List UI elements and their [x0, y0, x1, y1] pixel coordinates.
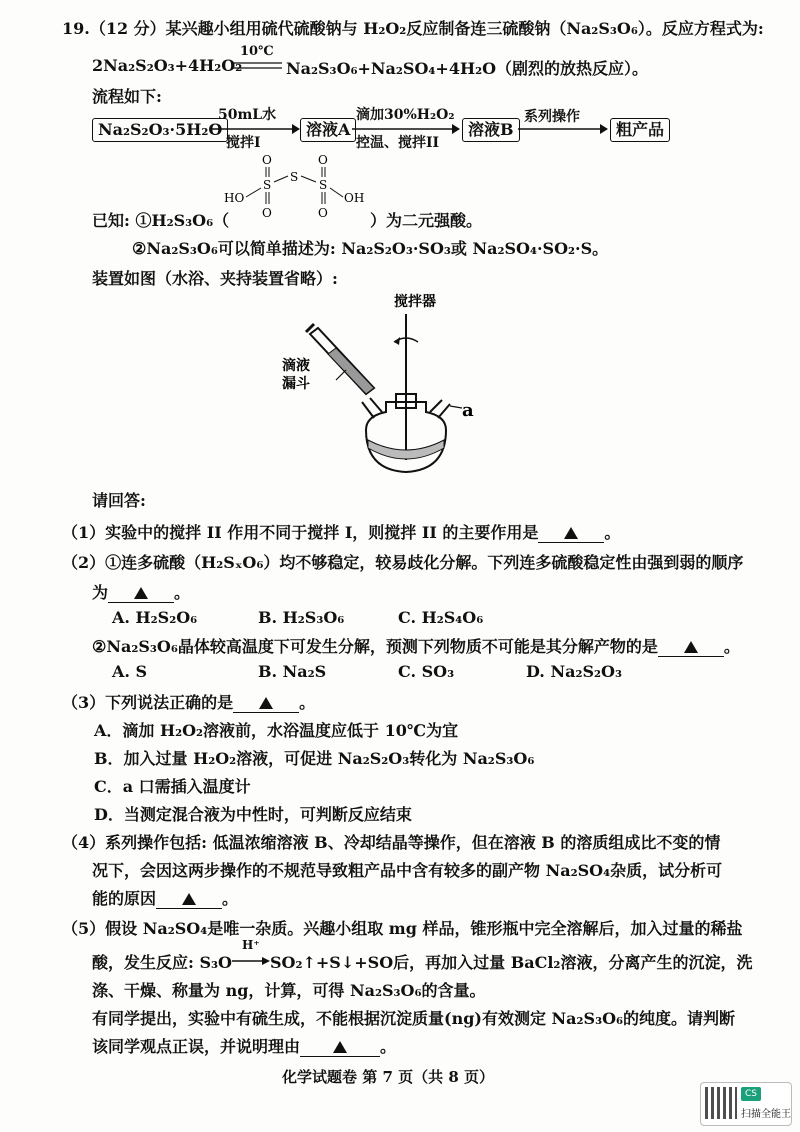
qr-code-icon — [705, 1087, 737, 1119]
flow-intro: 流程如下: — [92, 87, 162, 106]
p5-line2-rest: 后，再加入过量 BaCl₂溶液，分离产生的沉淀，洗 — [393, 953, 753, 972]
p2b-option-a: A. S — [112, 662, 148, 681]
please-answer: 请回答: — [92, 491, 146, 510]
flow-arrow-3 — [518, 123, 608, 135]
answer-blank-3[interactable] — [233, 694, 299, 713]
struct-s-right: S — [319, 178, 328, 192]
part-4-line1: （4）系列操作包括: 低温浓缩溶液 B、冷却结晶等操作，但在溶液 B 的溶质组成比不变的情 — [62, 833, 721, 852]
answer-blank-2b[interactable] — [658, 638, 724, 657]
struct-o-bottom-right: O — [318, 206, 328, 220]
part-1-text: （1）实验中的搅拌 II 作用不同于搅拌 I，则搅拌 II 的主要作用是 — [62, 523, 539, 542]
flow-step3-top: 系列操作 — [524, 109, 580, 125]
struct-oh: OH — [344, 191, 365, 205]
answer-blank-5[interactable] — [300, 1038, 380, 1057]
funnel-label-line2: 漏斗 — [282, 376, 310, 392]
part-4-line2: 况下，会因这两步操作的不规范导致粗产品中含有较多的副产物 Na₂SO₄杂质，试分析可 — [92, 861, 723, 880]
equation-condition: 10℃ — [240, 44, 274, 59]
p3-option-d: D．当测定混合液为中性时，可判断反应结束 — [94, 805, 412, 824]
part-5-end: 。 — [380, 1037, 397, 1056]
struct-s-middle: S — [290, 170, 299, 184]
part-3 — [62, 690, 315, 713]
flow-arrow-1 — [210, 123, 300, 135]
flow-step2-top: 滴加30%H₂O₂ — [356, 107, 455, 123]
struct-o-top-left: O — [262, 153, 272, 167]
flow-box-a: 溶液A — [300, 118, 356, 142]
question-header: 19.（12 分）某兴趣小组用硫代硫酸钠与 H₂O₂反应制备连三硫酸钠（Na₂S₃O₆）。反应方程式为: — [62, 19, 764, 38]
p5-reactant: 酸，发生反应: S₃O — [92, 953, 232, 972]
p3-option-c: C．a 口需插入温度计 — [94, 777, 251, 796]
answer-blank-2a[interactable] — [108, 584, 174, 603]
triangle-icon — [564, 527, 578, 539]
part-1 — [62, 520, 620, 543]
part-5-line4: 有同学提出，实验中有硫生成，不能根据沉淀质量(ng)有效测定 Na₂S₃O₆的纯度。请判断 — [92, 1009, 736, 1028]
h2s3o6-structure — [222, 152, 372, 228]
flow-step1-bottom: 搅拌I — [226, 135, 261, 151]
part-1-end: 。 — [604, 523, 621, 542]
flow-end-box: 粗产品 — [610, 118, 670, 142]
p2a-option-c: C. H₂S₄O₆ — [398, 608, 484, 627]
flow-start-box: Na₂S₂O₃·5H₂O — [92, 118, 228, 142]
struct-o-bottom-left: O — [262, 206, 272, 220]
part-4-end: 。 — [222, 889, 239, 908]
struct-s-left: S — [263, 178, 272, 192]
p2a-option-b: B. H₂S₃O₆ — [258, 608, 345, 627]
scanner-watermark — [700, 1082, 792, 1126]
known-1-prefix: 已知: ①H₂S₃O₆（ — [92, 211, 230, 230]
triangle-icon — [333, 1041, 347, 1053]
p5-arrow-icon — [232, 956, 270, 966]
equals-sign — [232, 60, 282, 72]
p3-option-a: A．滴加 H₂O₂溶液前，水浴温度应低于 10℃为宜 — [94, 721, 459, 740]
part-4-line3-text: 能的原因 — [92, 889, 157, 908]
p5-products: SO₂↑+S↓+SO — [269, 953, 394, 972]
apparatus-diagram — [270, 290, 510, 480]
scanner-logo: CS — [741, 1087, 761, 1101]
known-2: ②Na₂S₃O₆可以简单描述为: Na₂S₂O₃·SO₃或 Na₂SO₄·SO₂·S。 — [132, 239, 609, 258]
p2b-option-d: D. Na₂S₂O₃ — [526, 662, 622, 681]
part-4-line3 — [92, 886, 238, 909]
part-2b-end: 。 — [723, 637, 740, 656]
flow-box-b: 溶液B — [462, 118, 520, 142]
part-3-end: 。 — [299, 693, 316, 712]
scanner-text: 扫描全能王 — [741, 1109, 791, 1120]
flow-step2-bottom: 控温、搅拌II — [356, 135, 440, 151]
p3-option-b: B．加入过量 H₂O₂溶液，可促进 Na₂S₂O₃转化为 Na₂S₃O₆ — [94, 749, 535, 768]
equation-right: Na₂S₃O₆+Na₂SO₄+4H₂O（剧烈的放热反应）。 — [286, 59, 649, 78]
apparatus-intro: 装置如图（水浴、夹持装置省略）: — [92, 269, 338, 288]
p2a-option-a: A. H₂S₂O₆ — [112, 608, 198, 627]
stirrer-label: 搅拌器 — [394, 294, 436, 310]
page-footer: 化学试题卷 第 7 页（共 8 页） — [282, 1068, 494, 1086]
triangle-icon — [684, 641, 698, 653]
flow-step1-top: 50mL水 — [218, 107, 277, 123]
part-2b-text: ②Na₂S₃O₆晶体较高温度下可发生分解，预测下列物质不可能是其分解产物的是 — [92, 637, 658, 656]
part-2a-text: （2）①连多硫酸（H₂SₓO₆）均不够稳定，较易歧化分解。下列连多硫酸稳定性由强到弱的顺序 — [62, 553, 744, 572]
struct-ho: HO — [224, 191, 245, 205]
p2b-option-b: B. Na₂S — [258, 662, 327, 681]
p5-arrow-condition: H⁺ — [241, 938, 260, 952]
p2b-option-c: C. SO₃ — [398, 662, 455, 681]
part-2a-end: 。 — [174, 583, 191, 602]
part-3-text: （3）下列说法正确的是 — [62, 693, 234, 712]
part-5-line3: 涤、干燥、称量为 ng，计算，可得 Na₂S₃O₆的含量。 — [92, 981, 486, 1000]
triangle-icon — [259, 697, 273, 709]
port-a-label: a — [462, 400, 474, 421]
known-1-suffix: ）为二元强酸。 — [370, 211, 483, 230]
part-2a-cont-text: 为 — [92, 583, 109, 602]
funnel-label-line1: 滴液 — [282, 358, 310, 374]
triangle-icon — [182, 893, 196, 905]
equation-left: 2Na₂S₂O₃+4H₂O₂ — [92, 56, 243, 75]
part-2a-cont — [92, 580, 190, 603]
part-5-line5 — [92, 1034, 396, 1057]
part-5-line2 — [92, 938, 753, 973]
part-5-line1: （5）假设 Na₂SO₄是唯一杂质。兴趣小组取 mg 样品，锥形瓶中完全溶解后，加入过量的稀盐 — [62, 919, 743, 938]
part-2b — [92, 634, 740, 657]
p5-reaction-arrow — [232, 938, 270, 970]
triangle-icon — [134, 587, 148, 599]
answer-blank-1[interactable] — [538, 524, 604, 543]
flow-arrow-2 — [352, 123, 460, 135]
answer-blank-4[interactable] — [156, 890, 222, 909]
struct-o-top-right: O — [318, 153, 328, 167]
part-5-line5-text: 该同学观点正误，并说明理由 — [92, 1037, 301, 1056]
